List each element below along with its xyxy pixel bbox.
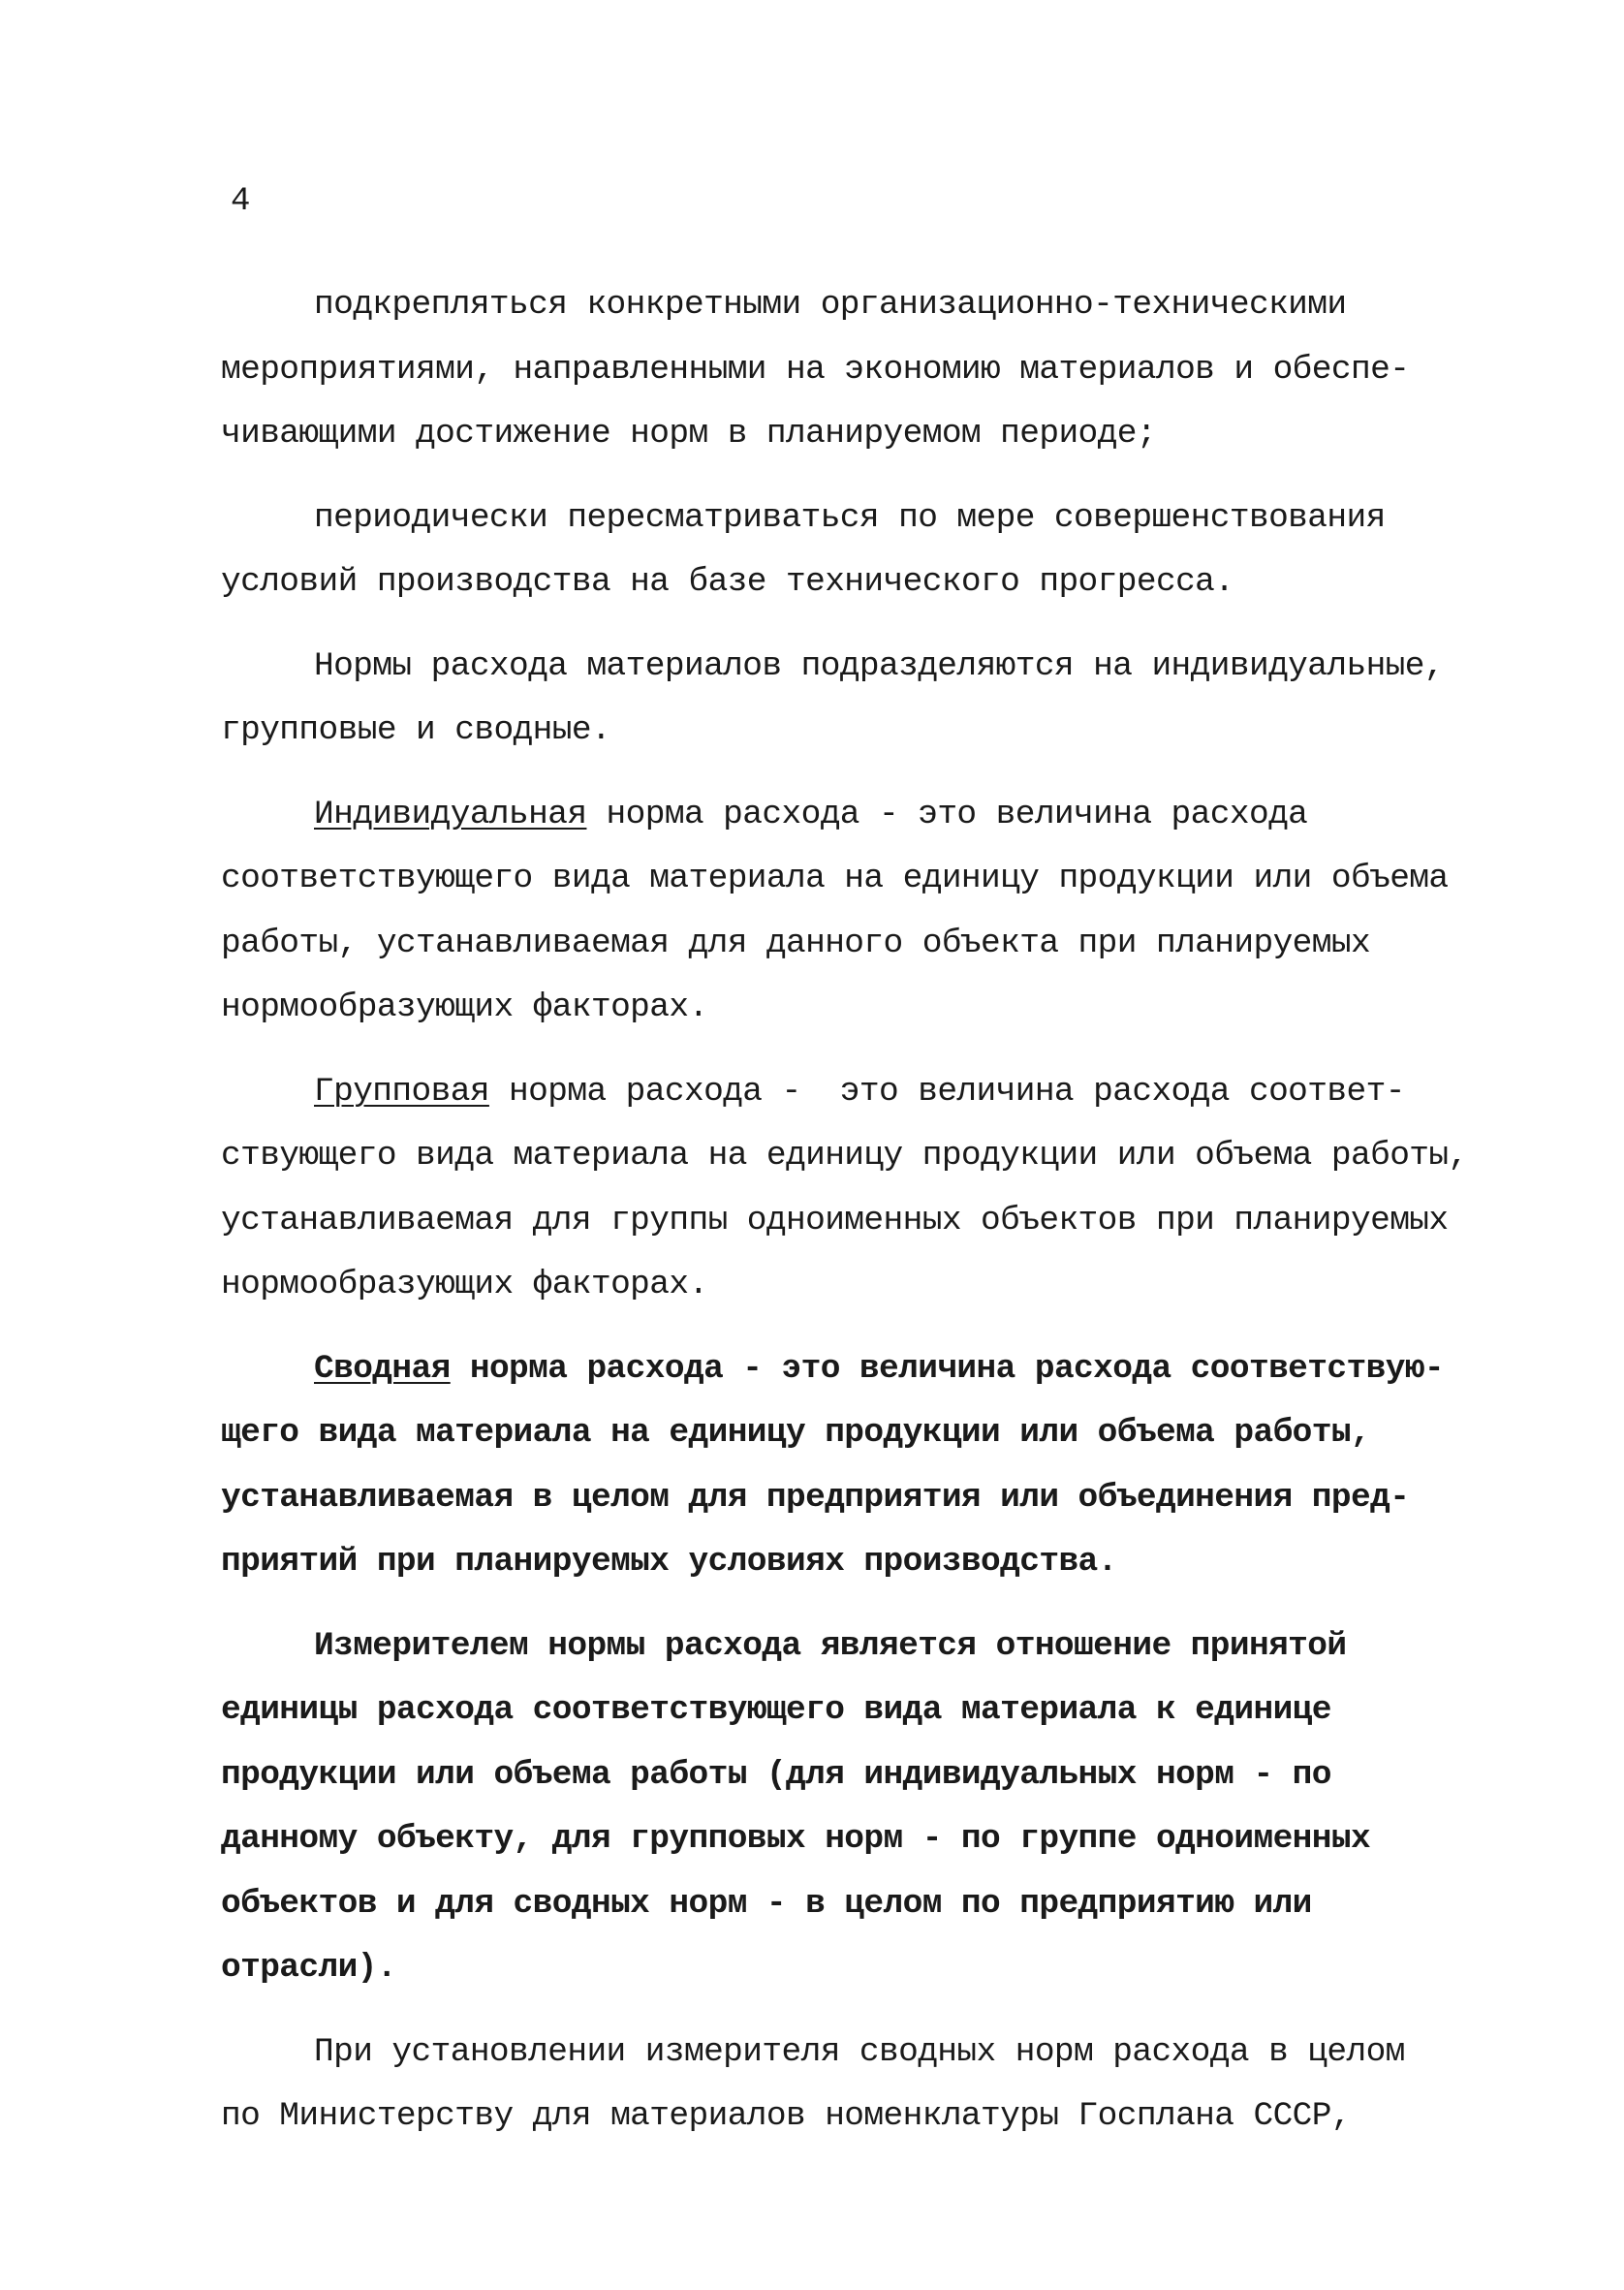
text-line: по Министерству для материалов номенклатуры Госплана СССР, — [221, 2097, 1351, 2135]
text-line: устанавливаемая в целом для предприятия или объединения пред- — [221, 1478, 1410, 1517]
paragraph-definition-group — [221, 1060, 1471, 1318]
text-line: отрасли). — [221, 1949, 396, 1987]
text-line — [221, 1060, 1471, 1125]
text-line: условий производства на базе технического прогресса. — [221, 563, 1234, 601]
paragraph — [221, 2021, 1471, 2149]
text-line: При установлении измерителя сводных норм расхода в целом — [314, 2032, 1405, 2071]
text-line: нормообразующих факторах. — [221, 1266, 708, 1303]
paragraph — [221, 486, 1471, 615]
text-line — [221, 1337, 1471, 1402]
text-line: устанавливаемая для группы одноименных объектов при планируемых — [221, 1201, 1449, 1239]
text-line: приятий при планируемых условиях производства. — [221, 1543, 1117, 1581]
paragraph — [221, 635, 1471, 764]
paragraph-definition-individual — [221, 783, 1471, 1041]
text-line: Измерителем нормы расхода является отношение принятой — [314, 1626, 1347, 1665]
text-line: периодически пересматриваться по мере совершенствования — [314, 498, 1386, 537]
defined-term: Групповая — [314, 1072, 489, 1111]
paragraph — [221, 273, 1471, 467]
page-number: 4 — [231, 183, 251, 220]
defined-term: Сводная — [314, 1349, 451, 1388]
text-line: данному объекту, для групповых норм - по группе одноименных — [221, 1820, 1371, 1858]
text-line: подкрепляться конкретными организационно-техническими — [314, 286, 1347, 324]
text-line: единицы расхода соответствующего вида материала к единице — [221, 1691, 1331, 1729]
text-line: щего вида материала на единицу продукции или объема работы, — [221, 1414, 1371, 1452]
text-fragment: норма расхода - это величина расхода — [586, 795, 1308, 833]
defined-term: Индивидуальная — [314, 795, 587, 833]
text-line: чивающими достижение норм в планируемом периоде; — [221, 415, 1156, 453]
text-fragment: норма расхода - это величина расхода соответ- — [488, 1072, 1405, 1111]
text-line: ствующего вида материала на единицу продукции или объема работы, — [221, 1137, 1468, 1175]
text-line: работы, устанавливаемая для данного объекта при планируемых — [221, 924, 1371, 962]
paragraph-definition-consolidated — [221, 1337, 1471, 1595]
text-line: продукции или объема работы (для индивидуальных норм - по — [221, 1755, 1331, 1794]
text-line: мероприятиями, направленными на экономию материалов и обеспе- — [221, 350, 1410, 389]
text-line: групповые и сводные. — [221, 711, 611, 749]
text-line: нормообразующих факторах. — [221, 988, 708, 1026]
text-line — [221, 783, 1471, 848]
text-line: объектов и для сводных норм - в целом по предприятию или — [221, 1884, 1312, 1923]
text-line: Нормы расхода материалов подразделяются на индивидуальные, — [314, 646, 1444, 685]
paragraph — [221, 1615, 1471, 2001]
text-fragment: норма расхода - это величина расхода соответствую- — [450, 1349, 1445, 1388]
text-line: соответствующего вида материала на единицу продукции или объема — [221, 860, 1449, 897]
body-text — [221, 273, 1471, 2149]
